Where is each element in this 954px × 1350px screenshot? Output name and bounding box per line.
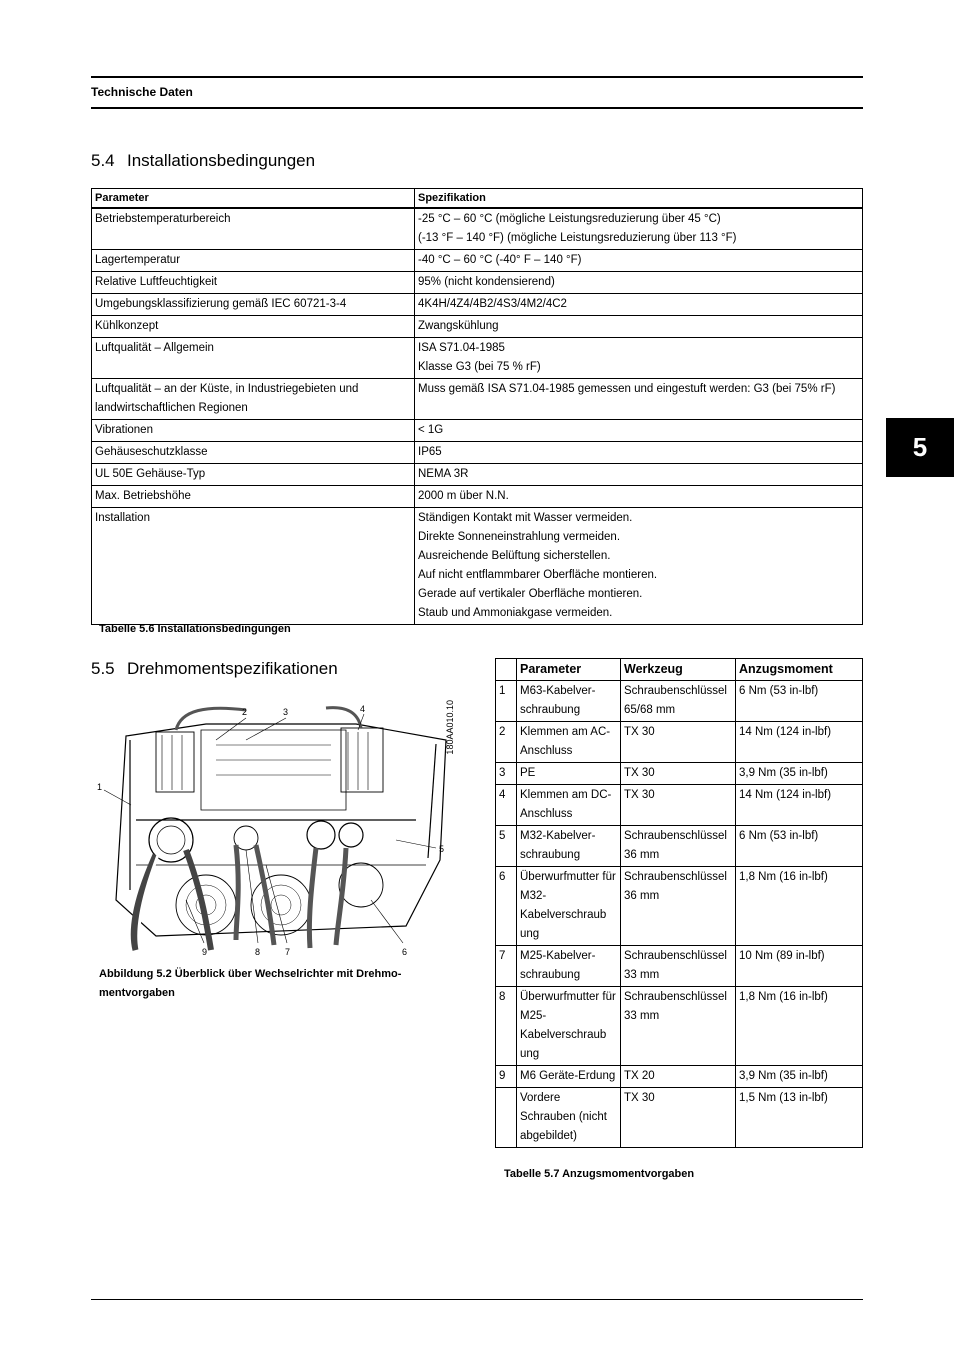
- specification-line: Muss gemäß ISA S71.04-1985 gemessen und eingestuft werden: G3 (bei 75% rF): [418, 383, 836, 395]
- parameter-cell: Relative Luftfeuchtigkeit: [92, 272, 415, 294]
- parameter-cell: Betriebstemperaturbereich: [92, 208, 415, 250]
- row-number-cell: 8: [496, 987, 517, 1066]
- parameter-cell: Überwurfmutter für M25-Kabelverschraub ung: [517, 987, 621, 1066]
- column-header-parameter: Parameter: [92, 189, 415, 209]
- section-heading-5-4: [91, 151, 315, 171]
- specification-line: ISA S71.04-1985: [418, 342, 505, 354]
- section-title: Drehmomentspezifikationen: [127, 659, 338, 678]
- callout-6: 6: [402, 947, 408, 957]
- table-row: [92, 442, 863, 464]
- section-title: Installationsbedingungen: [127, 151, 316, 170]
- section-number: 5.5: [91, 659, 115, 678]
- parameter-cell: Luftqualität – an der Küste, in Industriegebieten und landwirtschaftlichen Regionen: [92, 379, 415, 420]
- parameter-cell: Installation: [92, 508, 415, 625]
- table-row: [496, 785, 863, 826]
- column-header-specification: Spezifikation: [415, 189, 863, 209]
- torque-cell: 14 Nm (124 in-lbf): [736, 785, 863, 826]
- row-number-cell: 1: [496, 681, 517, 722]
- specification-line: Ständigen Kontakt mit Wasser vermeiden.: [418, 512, 633, 524]
- table-header-row: [496, 659, 863, 681]
- specification-cell: [415, 250, 863, 272]
- tool-cell: TX 30: [621, 785, 736, 826]
- specification-line: NEMA 3R: [418, 468, 469, 480]
- row-number-cell: 9: [496, 1066, 517, 1088]
- parameter-cell: M63-Kabelver-schraubung: [517, 681, 621, 722]
- parameter-cell: M25-Kabelver-schraubung: [517, 946, 621, 987]
- specification-cell: [415, 464, 863, 486]
- column-header-number: [496, 659, 517, 681]
- table-row: [496, 826, 863, 867]
- parameter-cell: Lagertemperatur: [92, 250, 415, 272]
- torque-cell: 1,8 Nm (16 in-lbf): [736, 867, 863, 946]
- specification-line: -25 °C – 60 °C (mögliche Leistungsreduzierung über 45 °C): [418, 213, 721, 225]
- parameter-cell: M32-Kabelver-schraubung: [517, 826, 621, 867]
- tool-cell: TX 30: [621, 1088, 736, 1148]
- torque-cell: 14 Nm (124 in-lbf): [736, 722, 863, 763]
- parameter-cell: Luftqualität – Allgemein: [92, 338, 415, 379]
- table-row: [496, 681, 863, 722]
- torque-cell: 1,5 Nm (13 in-lbf): [736, 1088, 863, 1148]
- table-row: [92, 272, 863, 294]
- specification-line: Direkte Sonneneinstrahlung vermeiden.: [418, 531, 621, 543]
- section-number: 5.4: [91, 151, 115, 170]
- table-row: [92, 208, 863, 250]
- figure-code: 180AA010.10: [445, 700, 455, 755]
- table-header-row: [92, 189, 863, 209]
- specification-cell: [415, 420, 863, 442]
- torque-cell: 3,9 Nm (35 in-lbf): [736, 1066, 863, 1088]
- table-caption-5-6: Tabelle 5.6 Installationsbedingungen: [99, 623, 291, 635]
- installation-conditions-table: [91, 188, 863, 625]
- table-row: [496, 987, 863, 1066]
- table-row: [496, 867, 863, 946]
- specification-line: Staub und Ammoniakgase vermeiden.: [418, 607, 613, 619]
- parameter-cell: M6 Geräte-Erdung: [517, 1066, 621, 1088]
- specification-line: -40 °C – 60 °C (-40° F – 140 °F): [418, 254, 582, 266]
- specification-line: IP65: [418, 446, 442, 458]
- specification-line: Zwangskühlung: [418, 320, 499, 332]
- callout-7: 7: [285, 947, 291, 957]
- row-number-cell: 5: [496, 826, 517, 867]
- torque-cell: 10 Nm (89 in-lbf): [736, 946, 863, 987]
- row-number-cell: 2: [496, 722, 517, 763]
- table-row: [496, 722, 863, 763]
- specification-cell: [415, 508, 863, 625]
- specification-line: 95% (nicht kondensierend): [418, 276, 555, 288]
- parameter-cell: Vordere Schrauben (nicht abgebildet): [517, 1088, 621, 1148]
- table-row: [92, 294, 863, 316]
- tool-cell: TX 30: [621, 722, 736, 763]
- specification-cell: [415, 272, 863, 294]
- table-row: [496, 763, 863, 785]
- parameter-cell: Klemmen am AC-Anschluss: [517, 722, 621, 763]
- specification-line: 4K4H/4Z4/4B2/4S3/4M2/4C2: [418, 298, 567, 310]
- callout-5: 5: [439, 844, 445, 854]
- tool-cell: TX 20: [621, 1066, 736, 1088]
- row-number-cell: 6: [496, 867, 517, 946]
- table-row: [496, 1066, 863, 1088]
- parameter-cell: Kühlkonzept: [92, 316, 415, 338]
- parameter-cell: Max. Betriebshöhe: [92, 486, 415, 508]
- tool-cell: Schraubenschlüssel 33 mm: [621, 987, 736, 1066]
- specification-line: Ausreichende Belüftung sicherstellen.: [418, 550, 611, 562]
- table-row: [92, 420, 863, 442]
- tool-cell: Schraubenschlüssel 36 mm: [621, 826, 736, 867]
- footer-rule: [91, 1299, 863, 1300]
- callout-4: 4: [360, 704, 366, 714]
- specification-line: (-13 °F – 140 °F) (mögliche Leistungsreduzierung über 113 °F): [418, 232, 737, 244]
- callout-1: 1: [97, 782, 103, 792]
- specification-cell: [415, 338, 863, 379]
- row-number-cell: [496, 1088, 517, 1148]
- table-row: [92, 486, 863, 508]
- table-caption-5-7: Tabelle 5.7 Anzugsmomentvorgaben: [504, 1168, 695, 1180]
- table-row: [92, 338, 863, 379]
- torque-specifications-table: [495, 658, 863, 1148]
- specification-cell: [415, 442, 863, 464]
- callout-3: 3: [283, 707, 289, 717]
- specification-line: Klasse G3 (bei 75 % rF): [418, 361, 541, 373]
- specification-cell: [415, 486, 863, 508]
- specification-line: < 1G: [418, 424, 444, 436]
- header-rule-top: [91, 76, 863, 78]
- table-row: [92, 379, 863, 420]
- callout-2: 2: [242, 707, 248, 717]
- table-row: [92, 316, 863, 338]
- parameter-cell: Klemmen am DC-Anschluss: [517, 785, 621, 826]
- callout-8: 8: [255, 947, 261, 957]
- specification-line: Gerade auf vertikaler Oberfläche montieren.: [418, 588, 643, 600]
- tool-cell: Schraubenschlüssel 65/68 mm: [621, 681, 736, 722]
- figure-caption-5-2: Abbildung 5.2 Überblick über Wechselrichter mit Drehmo-mentvorgaben: [99, 968, 402, 999]
- torque-cell: 6 Nm (53 in-lbf): [736, 826, 863, 867]
- inverter-torque-diagram: [96, 700, 468, 962]
- column-header-torque: Anzugsmoment: [736, 659, 863, 681]
- parameter-cell: UL 50E Gehäuse-Typ: [92, 464, 415, 486]
- specification-cell: [415, 294, 863, 316]
- table-row: [496, 946, 863, 987]
- parameter-cell: PE: [517, 763, 621, 785]
- chapter-tab: 5: [886, 418, 954, 477]
- parameter-cell: Gehäuseschutzklasse: [92, 442, 415, 464]
- parameter-cell: Umgebungsklassifizierung gemäß IEC 60721-3-4: [92, 294, 415, 316]
- torque-cell: 3,9 Nm (35 in-lbf): [736, 763, 863, 785]
- column-header-tool: Werkzeug: [621, 659, 736, 681]
- row-number-cell: 7: [496, 946, 517, 987]
- specification-cell: [415, 316, 863, 338]
- running-header: Technische Daten: [91, 85, 193, 99]
- tool-cell: TX 30: [621, 763, 736, 785]
- table-row: [496, 1088, 863, 1148]
- column-header-parameter: Parameter: [517, 659, 621, 681]
- torque-cell: 1,8 Nm (16 in-lbf): [736, 987, 863, 1066]
- section-heading-5-5: [91, 659, 338, 679]
- specification-line: Auf nicht entflammbarer Oberfläche montieren.: [418, 569, 658, 581]
- row-number-cell: 3: [496, 763, 517, 785]
- header-rule-bottom: [91, 107, 863, 109]
- torque-cell: 6 Nm (53 in-lbf): [736, 681, 863, 722]
- callout-9: 9: [202, 947, 208, 957]
- specification-cell: [415, 208, 863, 250]
- tool-cell: Schraubenschlüssel 33 mm: [621, 946, 736, 987]
- specification-line: 2000 m über N.N.: [418, 490, 509, 502]
- tool-cell: Schraubenschlüssel 36 mm: [621, 867, 736, 946]
- row-number-cell: 4: [496, 785, 517, 826]
- table-row: [92, 508, 863, 625]
- table-row: [92, 250, 863, 272]
- parameter-cell: Überwurfmutter für M32-Kabelverschraub ung: [517, 867, 621, 946]
- table-row: [92, 464, 863, 486]
- parameter-cell: Vibrationen: [92, 420, 415, 442]
- specification-cell: [415, 379, 863, 420]
